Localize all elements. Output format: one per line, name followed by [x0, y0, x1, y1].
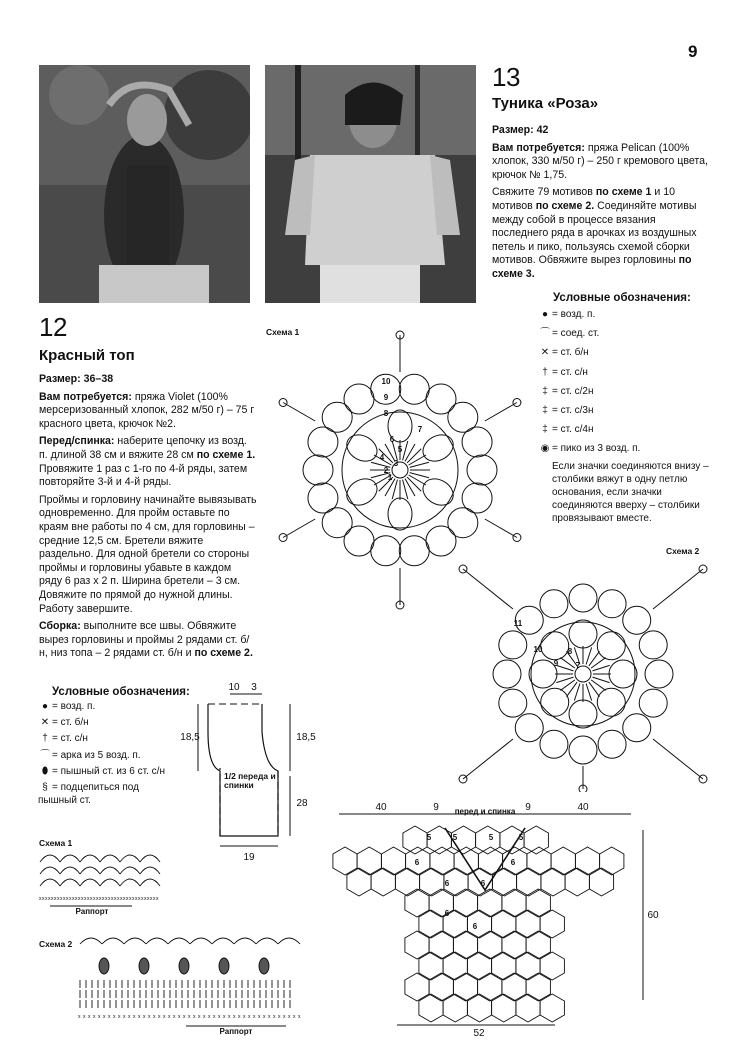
legend13-note: Если значки соединяются внизу – столбики вяжут в одну петлю основания, если значки соединяются вверху – столбики провязывают вместе.: [552, 460, 709, 525]
strip1-sc: x: [147, 896, 150, 902]
strip2-sc: x: [268, 1014, 271, 1020]
strip2-sc: x: [223, 1014, 226, 1020]
photo-red-top-image: [39, 65, 250, 303]
strip1-arch: [140, 855, 160, 862]
motif2-outer-petal: [623, 714, 651, 742]
strip1-sc: x: [117, 896, 120, 902]
tunic-hex-number: 5: [518, 833, 524, 842]
legend13-list: [538, 308, 728, 526]
strip1-rapport-label: Раппорт: [75, 907, 109, 916]
motif2-corner-spoke: [463, 569, 513, 609]
scheme2-left-label: Схема 2: [39, 939, 73, 949]
motif2-stitch: [586, 684, 592, 701]
strip1-sc: x: [84, 896, 87, 902]
strip2-sc: x: [198, 1014, 201, 1020]
motif1-spoke: [485, 519, 517, 538]
motif1-outer-petal: [426, 526, 456, 556]
tunic-hex-number: 5: [426, 833, 432, 842]
strip2-sc: x: [263, 1014, 266, 1020]
strip2-sc: x: [298, 1014, 301, 1020]
motif2-petal: [569, 620, 597, 648]
project13-para-e: Соединяйте мотивы между собой в процессе вязания последнего ряда в арочках из воздушных петель и пико, пользуясь схемой сборки мотивов. Обвяжите вырез горловины: [492, 199, 697, 267]
motif1-picot: [513, 534, 521, 542]
strip1-arch: [60, 867, 80, 874]
legend13-heading: Условные обозначения:: [553, 292, 691, 304]
project12-needs-text: пряжа Violet (100% мерсеризованный хлопок, 282 м/50 г) – 75 г красного цвета, крючок №2.: [39, 390, 255, 430]
motif1-outer-petal: [462, 427, 492, 457]
motif1-picot: [513, 399, 521, 407]
motif2-outer-petal: [645, 660, 673, 688]
motif2-inner-ring: [531, 622, 635, 726]
picot-icon: ◉: [540, 443, 550, 455]
pattern12-dim: 3: [251, 682, 257, 693]
project13-needs-text: пряжа Pelican (100% хлопок, 330 м/50 г) – 250 г кремового цвета, крючок № 1,75.: [492, 141, 708, 181]
strip2-puff: [219, 958, 229, 974]
motif2-row-label: 11: [513, 619, 523, 628]
strip2-puff: [99, 958, 109, 974]
strip1-sc: x: [78, 896, 81, 902]
strip-scheme-2: [76, 930, 306, 1038]
motif1-row-label: 4: [379, 453, 385, 462]
strip2-sc: x: [88, 1014, 91, 1020]
strip2-sc: x: [228, 1014, 231, 1020]
motif1-petal: [418, 474, 458, 511]
strip1-sc: x: [102, 896, 105, 902]
strip1-arch: [100, 855, 120, 862]
strip2-arch: [190, 938, 212, 944]
motif-scheme-2: [458, 556, 716, 792]
tunic-hex-motif: [524, 826, 548, 854]
strip1-sc: x: [51, 896, 54, 902]
project12-description: [39, 373, 257, 665]
motif1-outer-petal: [399, 374, 429, 404]
strip2-sc: x: [128, 1014, 131, 1020]
motif2-corner-spoke: [653, 569, 703, 609]
arch-icon: ⌒: [40, 749, 50, 761]
project12-armhole-text: Проймы и горловину начинайте вывязывать одновременно. Для пройм оставьте по краям вне работы по 4 см, для горловины – средние 12,5 см. Бретели вяжите раздельно. Для одной бретели со стороны проймы и горловины убавьте в каждом ряду 6 раз х 2 п. Ширина бретели – 3 см. Довяжите по прямой до нужной длины. Работу завершите.: [39, 493, 257, 615]
strip2-sc: x: [108, 1014, 111, 1020]
strip1-sc: x: [129, 896, 132, 902]
scheme2-top-label: Схема 2: [666, 546, 700, 556]
motif1-petal: [342, 474, 382, 511]
motif1-row-label: 8: [383, 409, 389, 418]
strip1-sc: x: [57, 896, 60, 902]
motif2-petal: [569, 700, 597, 728]
strip1-arch: [120, 879, 140, 886]
strip1-arch: [140, 879, 160, 886]
photo-tunic-rose: [265, 65, 476, 303]
strip1-arch: [40, 867, 60, 874]
motif2-row-label: 7: [575, 661, 581, 670]
motif1-outer-petal: [467, 455, 497, 485]
motif2-outer-petal: [540, 590, 568, 618]
legend12-item: § = подцепиться под пышный ст.: [38, 782, 139, 807]
strip2-puff: [259, 958, 269, 974]
chain-symbol-icon: ●: [541, 309, 549, 320]
strip1-sc: x: [45, 896, 48, 902]
pattern12-dim: 28: [296, 798, 308, 809]
motif1-outer-petal: [399, 536, 429, 566]
strip2-sc: x: [293, 1014, 296, 1020]
strip1-arch: [120, 855, 140, 862]
motif2-petal: [597, 688, 625, 716]
motif2-outer-petal: [499, 689, 527, 717]
motif2-stitch: [556, 665, 573, 671]
tunic-dim: 60: [647, 910, 659, 921]
strip2-sc: x: [243, 1014, 246, 1020]
tunic-hex-motif: [476, 826, 500, 854]
strip1-sc: x: [144, 896, 147, 902]
motif2-row-label: 9: [553, 659, 559, 668]
motif2-stitch: [574, 684, 580, 701]
strip2-sc: x: [98, 1014, 101, 1020]
strip2-arch: [212, 938, 234, 944]
double-crochet-icon: †: [42, 733, 48, 745]
strip1-sc: x: [99, 896, 102, 902]
motif2-stitch: [586, 647, 592, 664]
single-crochet-icon: ✕: [40, 717, 50, 729]
project12-title: Красный топ: [39, 347, 135, 364]
strip2-arch: [256, 938, 278, 944]
treble-crochet-icon: ‡: [542, 385, 548, 397]
strip2-sc: x: [233, 1014, 236, 1020]
pattern12-dim: 18,5: [296, 732, 316, 743]
tunic-hex-number: 6: [444, 909, 450, 918]
tunic-dim: 52: [473, 1028, 485, 1039]
motif1-spoke: [283, 519, 315, 538]
motif1-outer-petal: [344, 384, 374, 414]
project12-assembly-b: по схеме 2.: [194, 647, 253, 660]
tunic-dim: 9: [525, 802, 531, 813]
strip2-sc: x: [143, 1014, 146, 1020]
motif2-outer-petal: [623, 606, 651, 634]
motif2-petal: [597, 632, 625, 660]
project13-needs-label: Вам потребуется:: [492, 141, 585, 154]
motif2-outer-petal: [639, 689, 667, 717]
strip1-sc: x: [72, 896, 75, 902]
tunic-hex-number: 6: [480, 879, 486, 888]
strip2-sc: x: [193, 1014, 196, 1020]
strip2-sc: x: [168, 1014, 171, 1020]
motif2-outer-petal: [540, 730, 568, 758]
strip1-arch: [120, 867, 140, 874]
photo-red-top: [39, 65, 250, 303]
strip1-sc: x: [114, 896, 117, 902]
project13-para-c: и 10 мотивов: [492, 186, 676, 212]
strip2-arch: [278, 938, 300, 944]
project13-para-d: по схеме 2.: [535, 199, 595, 212]
hook-under-icon: §: [42, 782, 48, 794]
motif2-row-label: 10: [533, 645, 543, 654]
strip1-sc: x: [141, 896, 144, 902]
strip2-arch: [234, 938, 256, 944]
strip1-sc: x: [108, 896, 111, 902]
strip1-sc: x: [90, 896, 93, 902]
strip1-sc: x: [111, 896, 114, 902]
motif2-petal: [609, 660, 637, 688]
project13-title: Туника «Роза»: [492, 95, 599, 112]
pattern12-dim: 10: [228, 682, 240, 693]
tunic-hex-number: 5: [452, 833, 458, 842]
strip2-sc: x: [103, 1014, 106, 1020]
motif1-stitch: [407, 449, 421, 463]
strip2-sc: x: [203, 1014, 206, 1020]
motif1-inner-ring: [342, 412, 458, 528]
strip1-sc: x: [135, 896, 138, 902]
strip2-sc: x: [123, 1014, 126, 1020]
project13-para-b: по схеме 1: [595, 186, 652, 199]
strip2-sc: x: [258, 1014, 261, 1020]
motif1-outer-petal: [322, 402, 352, 432]
strip2-sc: x: [118, 1014, 121, 1020]
project13-description: [492, 124, 710, 286]
pattern-half-front-back: [170, 676, 330, 876]
project12-size-label: Размер:: [39, 373, 81, 385]
tunic-assembly-diagram: [325, 800, 665, 1040]
motif1-row-label: 10: [381, 377, 391, 386]
tunic-hex-number: 6: [414, 858, 420, 867]
strip1-sc: x: [126, 896, 129, 902]
project13-para-f: по схеме 3.: [492, 254, 692, 280]
project13-size-value: 42: [536, 124, 549, 136]
strip2-arch: [124, 938, 146, 944]
strip2-sc: x: [253, 1014, 256, 1020]
motif2-stitch: [593, 665, 610, 671]
strip1-sc: x: [138, 896, 141, 902]
pattern12-dim: 18,5: [180, 732, 200, 743]
motif2-outer-petal: [493, 660, 521, 688]
strip2-sc: x: [288, 1014, 291, 1020]
motif2-corner-spoke: [653, 739, 703, 779]
motif2-outer-petal: [598, 590, 626, 618]
strip2-sc: x: [138, 1014, 141, 1020]
strip1-arch: [100, 879, 120, 886]
scheme1-top-label: Схема 1: [266, 327, 300, 337]
double-treble-icon: ‡: [542, 405, 548, 417]
project12-needs-label: Вам потребуется:: [39, 390, 132, 403]
strip1-sc: x: [96, 896, 99, 902]
strip2-sc: x: [78, 1014, 81, 1020]
motif2-outer-petal: [569, 584, 597, 612]
strip1-sc: x: [54, 896, 57, 902]
motif2-row-label: 8: [567, 647, 573, 656]
motif2-stitch: [593, 677, 610, 683]
project12-assembly-label: Сборка:: [39, 620, 81, 633]
legend13-item: † = ст. с/н: [538, 366, 728, 379]
strip2-arch: [168, 938, 190, 944]
motif1-spoke: [485, 403, 517, 422]
tunic-dim: 40: [375, 802, 387, 813]
strip1-sc: x: [75, 896, 78, 902]
legend13-item: ‡ = ст. с/2н: [538, 385, 728, 398]
strip1-sc: x: [66, 896, 69, 902]
tunic-hex-motif: [600, 847, 624, 875]
strip2-sc: x: [213, 1014, 216, 1020]
scheme1-left-label: Схема 1: [39, 838, 73, 848]
motif2-outer-petal: [598, 730, 626, 758]
strip2-sc: x: [208, 1014, 211, 1020]
motif1-outer-petal: [344, 526, 374, 556]
puff-stitch-icon: ⬮: [41, 765, 49, 777]
project12-front-b: по схеме 1.: [196, 448, 256, 461]
strip2-arch: [80, 938, 102, 944]
strip2-sc: x: [173, 1014, 176, 1020]
project12-front-c: Провяжите 1 раз с 1-го по 4-й ряды, затем повторяйте 3-й и 4-й ряды.: [39, 462, 248, 489]
strip1-sc: x: [48, 896, 51, 902]
strip2-sc: x: [283, 1014, 286, 1020]
motif2-outer-petal: [569, 736, 597, 764]
photo-tunic-rose-image: [265, 65, 476, 303]
motif2-petal: [541, 688, 569, 716]
motif1-petal: [342, 430, 382, 467]
legend12-item: ⌒ = арка из 5 возд. п.: [40, 749, 141, 761]
triple-treble-icon: ‡: [542, 424, 548, 436]
strip2-puff: [179, 958, 189, 974]
motif1-outer-petal: [308, 483, 338, 513]
strip1-arch: [80, 867, 100, 874]
project12-assembly-a: выполните все швы. Обвяжите вырез горловины и проймы 2 рядами ст. б/н, низ топа – 2 рядами ст. б/н и: [39, 620, 250, 660]
strip1-arch: [140, 867, 160, 874]
strip2-sc: x: [183, 1014, 186, 1020]
motif1-row-label: 2: [383, 466, 389, 475]
strip2-rapport-label: Раппорт: [219, 1027, 253, 1036]
motif1-row-label: 6: [389, 435, 395, 444]
motif1-outer-petal: [426, 384, 456, 414]
motif1-row-label: 5: [397, 445, 403, 454]
motif1-stitch: [407, 477, 421, 491]
strip1-arch: [40, 855, 60, 862]
project12-front-a: наберите цепочку из возд. п. длиной 38 см и вяжите 28 см: [39, 435, 247, 461]
pattern12-label: 1/2 переда и спинки: [224, 772, 276, 790]
slip-stitch-icon: ⌒: [540, 328, 550, 340]
tunic-hex-number: 6: [444, 879, 450, 888]
strip2-arch: [146, 938, 168, 944]
motif2-corner-spoke: [463, 739, 513, 779]
project13-size-label: Размер:: [492, 124, 534, 136]
legend13-item: ● = возд. п.: [538, 308, 728, 321]
strip1-sc: x: [39, 896, 42, 902]
tunic-dim: 40: [577, 802, 589, 813]
strip1-arch: [60, 855, 80, 862]
tunic-hex-number: 6: [510, 858, 516, 867]
motif1-outer-petal: [303, 455, 333, 485]
strip2-sc: x: [158, 1014, 161, 1020]
motif1-row-label: 7: [417, 425, 423, 434]
legend13-item: ✕ = ст. б/н: [538, 346, 728, 359]
page-number: 9: [688, 42, 698, 61]
strip2-sc: x: [133, 1014, 136, 1020]
motif2-petal: [541, 632, 569, 660]
tunic-dim: 9: [433, 802, 439, 813]
legend12-item: † = ст. с/н: [38, 732, 213, 745]
tunic-label: перед и спинка: [454, 807, 516, 816]
strip1-sc: x: [63, 896, 66, 902]
strip1-sc: x: [105, 896, 108, 902]
strip1-sc: x: [132, 896, 135, 902]
tunic-hex-number: 6: [472, 922, 478, 931]
project12-number: 12: [39, 312, 67, 342]
motif1-outer-petal: [448, 508, 478, 538]
strip2-sc: x: [93, 1014, 96, 1020]
motif1-spoke: [283, 403, 315, 422]
strip1-sc: x: [42, 896, 45, 902]
legend13-item: ⌒ = соед. ст.: [540, 328, 600, 340]
strip2-sc: x: [178, 1014, 181, 1020]
legend12-item: ✕ = ст. б/н: [38, 716, 213, 729]
legend13-item: ‡ = ст. с/4н: [538, 423, 728, 436]
strip1-sc: x: [156, 896, 159, 902]
project13-number: 13: [492, 62, 520, 92]
motif1-row-label: 3: [393, 459, 399, 468]
strip1-sc: x: [123, 896, 126, 902]
strip2-sc: x: [273, 1014, 276, 1020]
strip1-sc: x: [93, 896, 96, 902]
legend12-heading: Условные обозначения:: [52, 686, 190, 698]
motif2-outer-petal: [499, 631, 527, 659]
strip2-sc: x: [113, 1014, 116, 1020]
single-crochet-icon: ✕: [540, 347, 550, 359]
strip2-sc: x: [153, 1014, 156, 1020]
strip-scheme-1: [36, 848, 166, 920]
strip2-sc: x: [188, 1014, 191, 1020]
motif2-stitch: [556, 677, 573, 683]
strip2-sc: x: [163, 1014, 166, 1020]
project12-front-label: Перед/спинка:: [39, 435, 115, 448]
strip1-arch: [80, 879, 100, 886]
motif1-row-label: 9: [383, 393, 389, 402]
tunic-hex-number: 5: [488, 833, 494, 842]
project13-para-a: Свяжите 79 мотивов: [492, 186, 593, 199]
double-crochet-icon: †: [542, 366, 548, 378]
project12-size-value: 36–38: [83, 373, 114, 385]
strip2-sc: x: [83, 1014, 86, 1020]
motif1-petal: [418, 430, 458, 467]
motif1-petal: [388, 498, 412, 530]
motif1-outer-petal: [371, 536, 401, 566]
strip2-arch: [102, 938, 124, 944]
strip2-sc: x: [238, 1014, 241, 1020]
strip1-sc: x: [81, 896, 84, 902]
strip1-sc: x: [120, 896, 123, 902]
strip2-sc: x: [148, 1014, 151, 1020]
strip2-puff: [139, 958, 149, 974]
strip2-sc: x: [278, 1014, 281, 1020]
strip1-sc: x: [150, 896, 153, 902]
strip1-sc: x: [153, 896, 156, 902]
chain-symbol-icon: ●: [41, 701, 49, 712]
strip1-arch: [80, 855, 100, 862]
motif1-row-label: 1: [387, 473, 393, 482]
legend13-item: ‡ = ст. с/3н: [538, 404, 728, 417]
strip1-arch: [60, 879, 80, 886]
legend12-item: ● = возд. п.: [38, 700, 213, 713]
motif2-outer-petal: [515, 714, 543, 742]
strip2-sc: x: [248, 1014, 251, 1020]
strip1-sc: x: [69, 896, 72, 902]
motif2-outer-petal: [639, 631, 667, 659]
legend12-item: ⬮ = пышный ст. из 6 ст. с/н: [38, 765, 213, 778]
strip1-arch: [40, 879, 60, 886]
strip1-sc: x: [60, 896, 63, 902]
strip1-arch: [100, 867, 120, 874]
legend13-item: ◉ = пико из 3 возд. п.: [538, 442, 728, 455]
strip1-sc: x: [87, 896, 90, 902]
strip2-sc: x: [218, 1014, 221, 1020]
pattern12-dim: 19: [243, 852, 255, 863]
